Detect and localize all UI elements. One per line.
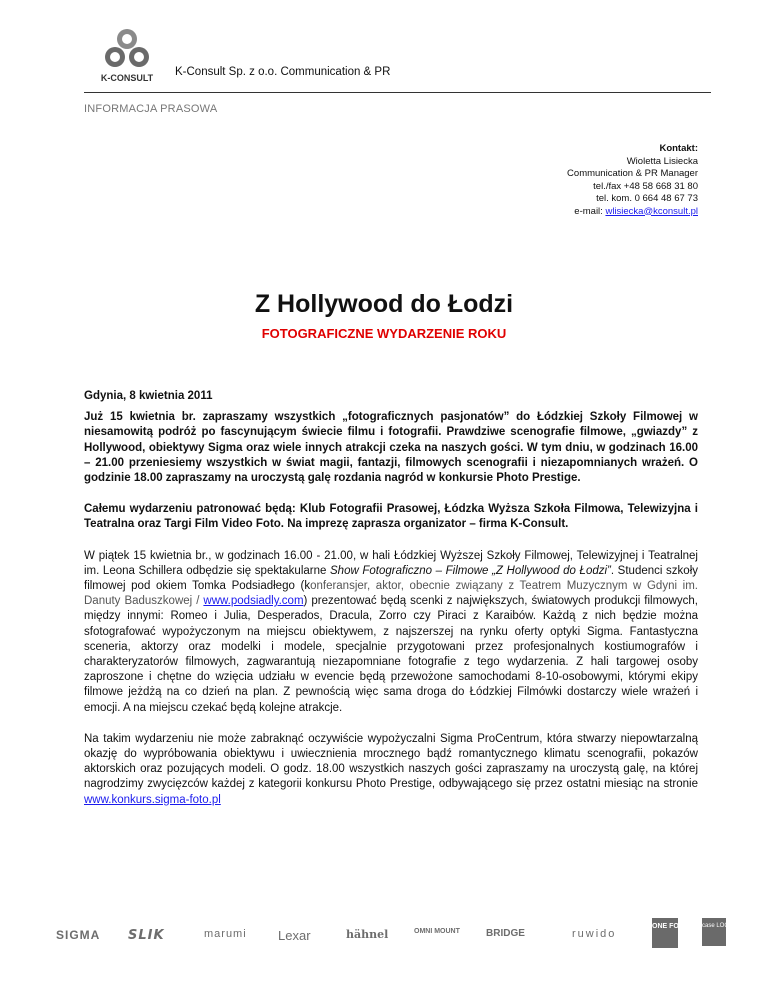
case-logic-logo: case LOGIC [702,918,726,946]
email-link[interactable]: wlisiecka@kconsult.pl [605,205,698,217]
omni-mount-logo: OMNI MOUNT [414,928,460,935]
gala-paragraph [84,732,698,808]
logo-text: K-CONSULT [100,73,154,83]
podsiadly-link[interactable]: www.podsiadly.com [203,595,304,608]
patrons-paragraph: Całemu wydarzeniu patronować będą: Klub Fotografii Prasowej, Łódzka Wyższa Szkoła Filmowa, Telewizyjna i Teatralna oraz Targi Film Video Foto. Na imprezę zaprasza organizator – firma K-Consult. [84,503,698,531]
article-body [84,389,698,824]
lead-paragraph: Już 15 kwietnia br. zapraszamy wszystkich „fotograficznych pasjonatów” do Łódzkiej Szkoły Filmowej w niesamowitą podróż po fascynującym świecie filmu i fotografii. Prawdziwe scenografie filmowe, „gwiazdy” z Hollywood, obiektywy Sigma oraz wiele innych atrakcji czeka na naszych gości. W tym dniu, w godzinach 16.00 – 21.00 przeniesiemy wszystkich w świat magii, fantazji, filmowych scenografii i niezapomnianych wrażeń. O godzinie 18.00 zapraszamy na uroczystą galę rozdania nagród w konkursie Photo Prestige. [84,411,698,485]
contact-mobile: tel. kom. 0 664 48 67 73 [596,193,698,204]
contact-role: Communication & PR Manager [567,168,698,179]
marumi-logo: marumi [204,928,247,940]
company-name: K-Consult Sp. z o.o. Communication & PR [175,66,391,78]
page-title: Z Hollywood do Łodzi [254,290,514,318]
contact-block [567,143,698,218]
header-divider [84,92,711,93]
konkurs-link[interactable]: www.konkurs.sigma-foto.pl [84,793,221,806]
press-release-label: INFORMACJA PRASOWA [84,103,218,115]
contact-name: Wioletta Lisiecka [626,155,698,167]
contact-email-line [567,206,698,219]
ruwido-logo: ruwido [572,928,617,940]
page-subtitle: FOTOGRAFICZNE WYDARZENIE ROKU [261,326,507,341]
contact-title: Kontakt: [659,143,698,154]
k-consult-logo [96,24,158,86]
email-label: e-mail: [574,205,606,217]
dateline: Gdynia, 8 kwietnia 2011 [84,390,213,402]
event-text-3: onferansjer, aktor, obecnie związany z Teatrem Muzycznym w Gdyni im. Danuty Baduszkowej / [84,580,698,608]
one-for-all-logo: ONE FOR ALL [652,918,678,948]
hahnel-logo: hähnel [346,928,389,941]
gala-text: Na takim wydarzeniu nie może zabraknąć oczywiście wypożyczalni Sigma ProCentrum, która stwarzy niepowtarzalną okazję do wypróbowania obiektywu i uwiecznienia mrocznego bądź romantycznego klimatu scenografii, pokazów aktorskich oraz pozujących modeli. O godz. 18.00 wszystkich naszych gości zapraszamy na uroczystą galę, na której nagrodzimy zwycięzców każdej z kategorii konkursu Photo Prestige, odbywającego się przez ostatni miesiąc na stronie [84,732,698,791]
contact-telfax: tel./fax +48 58 668 31 80 [593,180,698,192]
event-text-1: W piątek 15 kwietnia br., w godzinach 16.00 - 21.00, w hali Łódzkiej Wyższej Szkoły Filmowej, Telewizyjnej i Teatralnej im. Leona Schillera odbędzie się spektakularne [84,549,698,577]
event-paragraph [84,549,698,716]
sponsor-logos [46,918,736,954]
bridge-logo: BRIDGE [486,928,525,939]
slik-logo: SLIK [128,928,165,943]
event-text-4: ) prezentować będą scenki z największych, światowych produkcji filmowych, między innymi: Romeo i Julia, Desperados, Dracula, Zorro czy Piraci z Karaibów. Każdą z nich będzie można sfotografować wypożyczonym na miejscu obiektywem, z najszerszej na rynku oferty optyki Sigma. Fantastyczna sceneria, aktorzy oraz modelki i modele, specjalnie przygotowani przez profesjonalnych kostiumografów i charakteryzatorów filmowych, zagwarantują niezapomniane fotografie z tego wydarzenia. Z hali targowej osoby zaproszone i chętne do wzięcia udziału w evencie będą przewożone samochodami 8-10-osobowymi, którymi ekipy filmowe jeżdżą na co dzień na plan. Z pewnością więc sama droga do Łódzkiej Filmówki dostarczy wiele wrażeń i emocji. A na miejscu czekać będą kolejne atrakcje. [84,595,698,714]
sigma-logo: SIGMA [56,928,101,942]
lexar-logo: Lexar [278,928,311,943]
event-text-2: . Studenci szkoły filmowej pod okiem Tomka Podsiadłego (k [84,564,698,593]
show-title: Show Fotograficzno – Filmowe „Z Hollywood do Łodzi” [330,564,611,577]
